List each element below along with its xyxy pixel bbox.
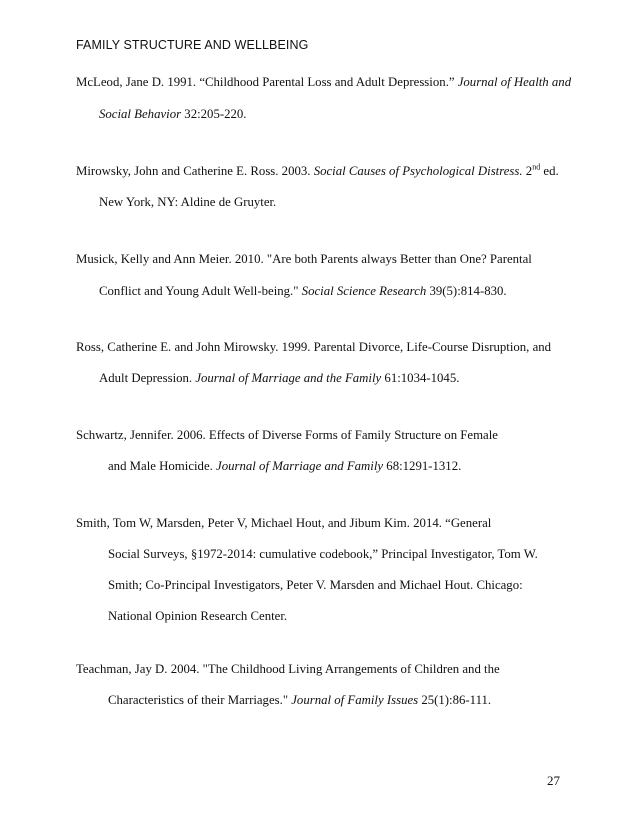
reference-line bbox=[76, 427, 498, 443]
reference-text: Smith; Co-Principal Investigators, Peter V. Marsden and Michael Hout. Chicago: bbox=[108, 578, 523, 592]
reference-line bbox=[76, 515, 491, 531]
reference-line bbox=[76, 251, 532, 267]
reference-text: 61:1034-1045. bbox=[381, 371, 460, 385]
reference-text: 25(1):86-111. bbox=[418, 693, 492, 707]
reference-text: Characteristics of their Marriages." bbox=[108, 693, 292, 707]
reference-text: McLeod, Jane D. 1991. “Childhood Parental Loss and Adult Depression.” bbox=[76, 75, 458, 89]
reference-line bbox=[99, 283, 507, 299]
reference-text: Musick, Kelly and Ann Meier. 2010. "Are both Parents always Better than One? Parental bbox=[76, 252, 532, 266]
reference-text: Ross, Catherine E. and John Mirowsky. 1999. Parental Divorce, Life-Course Disruption, and bbox=[76, 340, 552, 354]
reference-text: ed. bbox=[540, 164, 559, 178]
reference-italic-text: Journal of Family Issues bbox=[291, 693, 419, 707]
reference-italic-text: Social Science Research bbox=[301, 284, 427, 298]
reference-text: Conflict and Young Adult Well-being." bbox=[99, 284, 302, 298]
reference-text: National Opinion Research Center. bbox=[108, 609, 288, 623]
reference-text: and Male Homicide. bbox=[108, 459, 217, 473]
reference-text: Teachman, Jay D. 2004. "The Childhood Living Arrangements of Children and the bbox=[76, 662, 500, 676]
reference-line bbox=[99, 194, 276, 210]
reference-text: 68:1291-1312. bbox=[383, 459, 462, 473]
reference-line bbox=[76, 661, 500, 677]
reference-italic-text: Social Causes of Psychological Distress. bbox=[313, 164, 523, 178]
reference-italic-text: Journal of Marriage and Family bbox=[216, 459, 384, 473]
reference-text: Smith, Tom W, Marsden, Peter V, Michael Hout, and Jibum Kim. 2014. “General bbox=[76, 516, 492, 530]
reference-line bbox=[108, 577, 523, 593]
reference-text: nd bbox=[532, 162, 541, 172]
page-number: 27 bbox=[547, 773, 560, 788]
reference-line bbox=[99, 370, 459, 386]
reference-line bbox=[108, 692, 491, 708]
reference-line bbox=[108, 608, 287, 624]
reference-text: 32:205-220. bbox=[181, 107, 247, 121]
reference-text: 39(5):814-830. bbox=[426, 284, 507, 298]
reference-line bbox=[108, 546, 538, 562]
running-head: FAMILY STRUCTURE AND WELLBEING bbox=[76, 38, 309, 52]
reference-italic-text: Social Behavior bbox=[99, 107, 182, 121]
reference-text: Schwartz, Jennifer. 2006. Effects of Diverse Forms of Family Structure on Female bbox=[76, 428, 498, 442]
reference-text: 2 bbox=[522, 164, 533, 178]
reference-italic-text: Journal of Health and bbox=[457, 75, 572, 89]
reference-italic-text: Journal of Marriage and the Family bbox=[195, 371, 382, 385]
reference-line bbox=[76, 339, 551, 355]
reference-line bbox=[76, 74, 571, 90]
reference-text: New York, NY: Aldine de Gruyter. bbox=[99, 195, 277, 209]
reference-text: Adult Depression. bbox=[99, 371, 196, 385]
reference-line bbox=[99, 106, 247, 122]
reference-text: Social Surveys, §1972-2014: cumulative codebook,” Principal Investigator, Tom W. bbox=[108, 547, 538, 561]
reference-line bbox=[76, 163, 559, 179]
reference-text: Mirowsky, John and Catherine E. Ross. 2003. bbox=[76, 164, 314, 178]
reference-line bbox=[108, 458, 461, 474]
